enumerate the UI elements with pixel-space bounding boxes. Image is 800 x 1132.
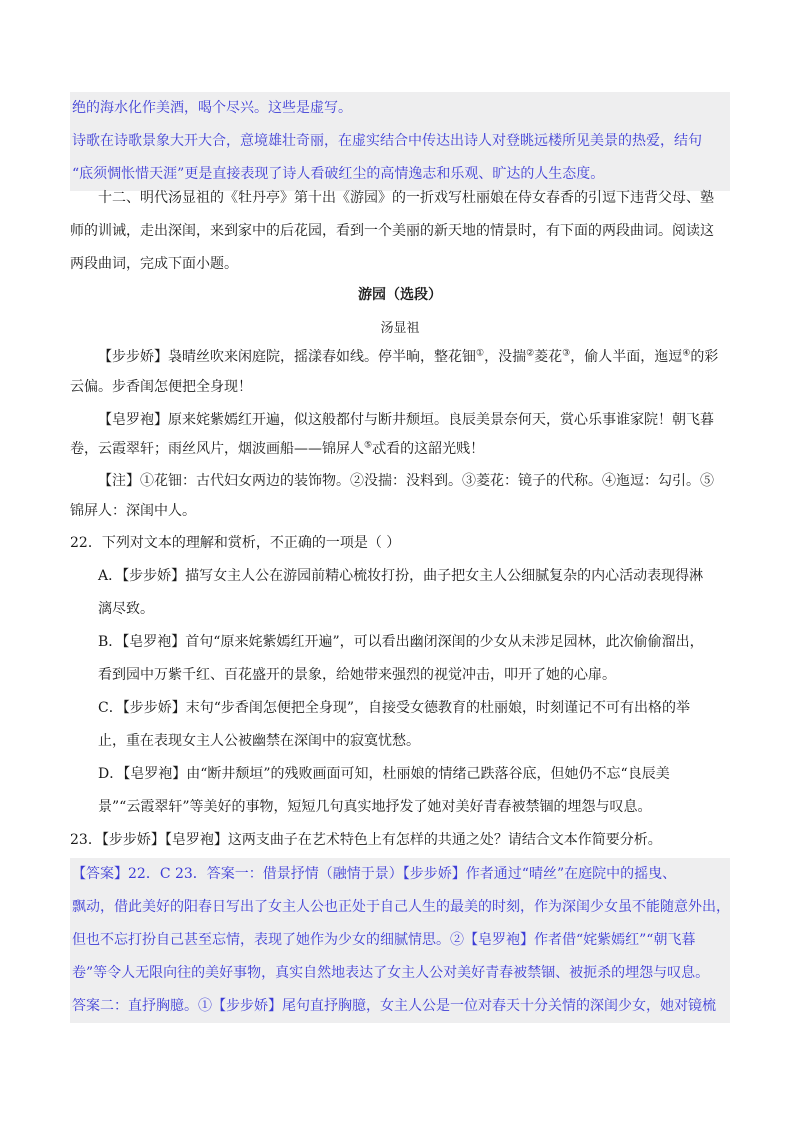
footnote-mark: ③ bbox=[562, 348, 571, 359]
answer-line: 诗歌在诗歌景象大开大合，意境雄壮奇丽，在虚实结合中传达出诗人对登眺远楼所见美景的热爱，结句 bbox=[72, 133, 702, 149]
answer-line: 但也不忘打扮自己甚至忘情，表现了她作为少女的细腻情思。②【皂罗袍】作者借“姹紫嫣红”“朝飞暮 bbox=[72, 932, 696, 948]
answer-line: 答案二：直抒胸臆。①【步步娇】尾句直抒胸臆，女主人公是一位对春天十分关情的深闺少女，她对镜梳 bbox=[72, 998, 716, 1014]
question-22-stem: 22．下列对文本的理解和赏析，不正确的一项是（ ） bbox=[70, 535, 401, 551]
poem-text: 忒看的这韶光贱！ bbox=[372, 441, 485, 457]
poem-note-line: 锦屏人：深闺中人。 bbox=[70, 503, 196, 519]
poem-note-line: 【注】①花钿：古代妇女两边的装饰物。②没揣：没料到。③菱花：镜子的代称。④迤逗：勾引。⑤ bbox=[98, 473, 714, 489]
intro-line: 师的训诫，走出深闺，来到家中的后花园，看到一个美丽的新天地的情景时，有下面的两段曲词。阅读这 bbox=[70, 223, 714, 239]
poem-text: 【步步娇】袅晴丝吹来闲庭院，摇漾春如线。停半晌，整花钿 bbox=[98, 349, 476, 365]
poem-text: 菱花 bbox=[534, 349, 563, 365]
footnote-mark: ⑤ bbox=[364, 440, 373, 451]
option-a: 漓尽致。 bbox=[98, 601, 154, 617]
poem-text: ，没揣 bbox=[484, 349, 527, 365]
poem-zaoluopao-line: 【皂罗袍】原来姹紫嫣红开遍，似这般都付与断井颓垣。良辰美景奈何天，赏心乐事谁家院！朝飞暮 bbox=[98, 412, 714, 428]
poem-bubujiao-line bbox=[98, 345, 718, 369]
question-23-stem: 23．【步步娇】【皂罗袍】这两支曲子在艺术特色上有怎样的共通之处？请结合文本作简要分析。 bbox=[70, 832, 662, 848]
poem-zaoluopao-line bbox=[70, 437, 484, 461]
option-d: 景”“云霞翠轩”等美好的事物，短短几句真实地抒发了她对美好青春被禁锢的埋怨与叹息。 bbox=[98, 799, 652, 815]
answer-box-bottom bbox=[70, 858, 730, 1023]
option-b: 看到园中万紫千红、百花盛开的景象，给她带来强烈的视觉冲击，叩开了她的心扉。 bbox=[98, 667, 616, 683]
answer-line: 【答案】22．C 23．答案一：借景抒情（融情于景）【步步娇】作者通过“晴丝”在庭院中的摇曳、 bbox=[72, 866, 677, 882]
option-a: A．【步步娇】描写女主人公在游园前精心梳妆打扮，曲子把女主人公细腻复杂的内心活动表现得淋 bbox=[98, 568, 704, 584]
footnote-mark: ② bbox=[526, 348, 535, 359]
answer-line: 绝的海水化作美酒，喝个尽兴。这些是虚写。 bbox=[72, 100, 352, 116]
footnote-mark: ① bbox=[476, 348, 485, 359]
option-d: D．【皂罗袍】由“断井颓垣”的残败画面可知，杜丽娘的情绪己跌落谷底，但她仍不忘“良辰美 bbox=[98, 766, 670, 782]
poem-author: 汤显祖 bbox=[380, 321, 420, 336]
answer-line: 飘动，借此美好的阳春日写出了女主人公也正处于自己人生的最美的时刻，作为深闺少女虽不能随意外出， bbox=[72, 899, 730, 915]
answer-line: “底须惆怅惜天涯”更是直接表现了诗人看破红尘的高情逸志和乐观、旷达的人生态度。 bbox=[72, 166, 605, 182]
poem-bubujiao-line: 云偏。步香闺怎便把全身现！ bbox=[70, 379, 252, 395]
poem-text: ，偷人半面，迤逗 bbox=[570, 349, 683, 365]
poem-title: 游园（选段） bbox=[358, 287, 442, 303]
poem-text: 的彩 bbox=[690, 349, 719, 365]
poem-text: 卷，云霞翠轩；雨丝风片，烟波画船——锦屏人 bbox=[70, 441, 364, 457]
option-c: C．【步步娇】末句“步香闺怎便把全身现”，自接受女德教育的杜丽娘，时刻谨记不可有出格的举 bbox=[98, 700, 691, 716]
intro-line: 两段曲词，完成下面小题。 bbox=[70, 256, 238, 272]
answer-line: 卷”等令人无限向往的美好事物，真实自然地表达了女主人公对美好青春被禁锢、被扼杀的埋怨与叹息。 bbox=[72, 965, 710, 981]
option-b: B．【皂罗袍】首句“原来姹紫嫣红开遍”，可以看出幽闭深闺的少女从未涉足园林，此次偷偷溜出， bbox=[98, 634, 704, 650]
intro-line: 十二、明代汤显祖的《牡丹亭》第十出《游园》的一折戏写杜丽娘在侍女春香的引逗下违背父母、塾 bbox=[98, 190, 714, 206]
answer-box-top bbox=[70, 92, 730, 191]
footnote-mark: ④ bbox=[682, 348, 691, 359]
option-c: 止，重在表现女主人公被幽禁在深闺中的寂寞忧愁。 bbox=[98, 733, 420, 749]
